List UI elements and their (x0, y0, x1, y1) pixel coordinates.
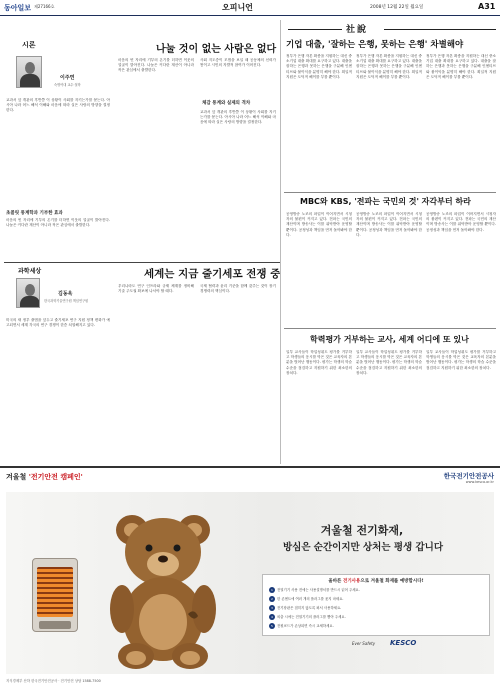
author-name: 김동욱 (58, 291, 73, 297)
ad-title-prefix: 겨울철 (6, 473, 29, 481)
editorial-body: 일부 교사들이 학업성취도 평가를 거부하고 학생들의 응시를 막은 것은 교육자의 본분을 벗어난 행동이다. 평가는 학생의 학습 수준을 점검하고 지원하기 위한 최소한의 장치다. (356, 350, 422, 375)
heater-illustration (32, 558, 78, 632)
advertisement (0, 466, 500, 691)
editorial-body: 정부가 은행 자본 확충을 지원하는 대신 중소기업 대출 확대를 요구하고 있다. 대출을 잘하는 은행과 못하는 은행을 구분해 인센티브와 불이익을 분명히 해야 한다. 획일적 지원은 도덕적 해이를 부를 뿐이다. (356, 54, 422, 79)
ad-tip-item: 3 전기장판은 접히지 않도록 펴서 사용하세요. (269, 605, 341, 611)
ad-tips-prefix: 올바른 (328, 579, 343, 584)
column-label: 시론 (22, 41, 36, 49)
column-headline: 나눌 것이 없는 사람은 없다 (156, 44, 277, 55)
ad-tip-item: 5 전원코드가 손상되면 즉시 교체하세요. (269, 623, 334, 629)
article-body: 사회 지도층이 모범을 보일 때 공동체의 신뢰가 쌓이고 시민의 자발적 참여가 이어진다. (200, 58, 276, 68)
article-body: 국제 협력과 윤리 기준을 함께 갖추는 것이 장기 경쟁력의 핵심이다. (200, 284, 276, 294)
editorial-body: 공영방송 노조의 파업이 이어지면서 시청자의 불편이 커지고 있다. 전파는 국민의 재산이며 방송사는 이를 위탁받아 운영할 뿐이다. 공정성과 책임을 먼저 돌아봐야 한다. (426, 212, 496, 232)
ad-tip-text: 외출 시에는 전열기기의 플러그를 뽑아 주세요. (277, 615, 346, 619)
ad-campaign-title (6, 472, 83, 482)
editorial-body: 정부가 은행 자본 확충을 지원하는 대신 중소기업 대출 확대를 요구하고 있다. 대출을 잘하는 은행과 못하는 은행을 구분해 인센티브와 불이익을 분명히 해야 한다. 획일적 지원은 도덕적 해이를 부를 뿐이다. (286, 54, 352, 79)
article-subhead: 초콜릿 통계학과 기부한 효과 (6, 211, 63, 216)
ad-tips-title (263, 578, 489, 584)
masthead (0, 0, 500, 16)
column-headline: 세계는 지금 줄기세포 전쟁 중 (144, 268, 281, 280)
ad-company-name: 한국전기안전공사 (443, 472, 494, 480)
author-photo (16, 278, 40, 308)
ad-safety-tips (262, 574, 490, 636)
ad-tip-text: 전열기기 사용 전에는 사용설명서를 반드시 읽어 주세요. (277, 588, 360, 592)
ad-tip-item: 2 한 콘센트에 여러 개의 플러그를 꽂지 마세요. (269, 596, 344, 602)
column-label: 과학세상 (18, 268, 42, 275)
article-body: 교과서 앞 개관의 후반쯤 이 상황이 사회를 지키는가를 묻는다. 아시아 나라 어느 해석 이해와 마음에 따라 실은 사랑의 방향을 결정한다. (200, 110, 276, 125)
ad-tagline: Ever Safety (352, 641, 376, 646)
editorial-body: 공영방송 노조의 파업이 이어지면서 시청자의 불편이 커지고 있다. 전파는 국민의 재산이며 방송사는 이를 위탁받아 운영할 뿐이다. 공정성과 책임을 먼저 돌아봐야 한다. (356, 212, 422, 237)
editorial-body: 정부가 은행 자본 확충을 지원하는 대신 중소기업 대출 확대를 요구하고 있다. 대출을 잘하는 은행과 못하는 은행을 구분해 인센티브와 불이익을 분명히 해야 한다. 획일적 지원은 도덕적 해이를 부를 뿐이다. (426, 54, 496, 79)
ad-tip-text: 전원코드가 손상되면 즉시 교체하세요. (277, 624, 334, 628)
ad-tip-text: 전기장판은 접히지 않도록 펴서 사용하세요. (277, 606, 342, 610)
ad-tip-text: 한 콘센트에 여러 개의 플러그를 꽂지 마세요. (277, 597, 344, 601)
ad-company-block (374, 471, 494, 487)
article-body: 우리나라도 연구 인프라와 규제 체계를 정비해 기술 주도권 확보에 나서야 할 때다. (118, 284, 194, 294)
editorial-headline: 학력평가 거부하는 교사, 세계 어디에 또 있나 (310, 335, 469, 344)
editorial-header (282, 22, 500, 36)
ad-tips-highlight: 전기사용 (342, 579, 361, 584)
ad-footer: 지식경제부 산하 한국전기안전공사 · 전기안전 상담 1588-7500 (6, 679, 101, 683)
teddy-bear-illustration (98, 504, 228, 672)
ad-tip-item: 1 전열기기 사용 전에는 사용설명서를 반드시 읽어 주세요. (269, 587, 360, 593)
ad-headline: 겨울철 전기화재, (320, 524, 404, 537)
article-body: 미국의 새 정부 출범을 앞두고 줄기세포 연구 지원 정책 변화가 예고되면서 세계 각국의 연구 경쟁이 한층 치열해지고 있다. (6, 318, 110, 328)
editorial-headline: 기업 대출, '잘하는 은행, 못하는 은행' 차별해야 (286, 40, 464, 50)
editorial-body: 공영방송 노조의 파업이 이어지면서 시청자의 불편이 커지고 있다. 전파는 국민의 재산이며 방송사는 이를 위탁받아 운영할 뿐이다. 공정성과 책임을 먼저 돌아봐야 한다. (286, 212, 352, 237)
divider (284, 192, 496, 193)
editorial-body: 일부 교사들이 학업성취도 평가를 거부하고 학생들의 응시를 막은 것은 교육자의 본분을 벗어난 행동이다. 평가는 학생의 학습 수준을 점검하고 지원하기 위한 최소한의 장치다. (286, 350, 352, 375)
ad-company-url: www.kesco.or.kr (465, 480, 494, 484)
divider (4, 262, 280, 263)
issue-number: 제27166호 (34, 4, 55, 9)
ad-title-highlight: '전기안전 캠페인' (28, 473, 83, 481)
editorial-body: 일부 교사들이 학업성취도 평가를 거부하고 학생들의 응시를 막은 것은 교육자의 본분을 벗어난 행동이다. 평가는 학생의 학습 수준을 점검하고 지원하기 위한 최소한의 장치다. (426, 350, 496, 370)
author-title: 숙명여대 교수·철학 (54, 83, 81, 87)
section-title: 오피니언 (222, 3, 253, 12)
ad-subheadline: 방심은 순간이지만 상처는 평생 갑니다 (282, 542, 444, 553)
publication-date: 2008년 12월 22일 월요일 (370, 5, 424, 10)
article-body: 교과서 앞 개관의 후반쯤 이 상황이 사회를 지키는가를 묻는다. 아시아 나라 어느 해석 이해와 마음에 따라 실은 사랑의 방향을 결정한다. (6, 98, 110, 113)
page-number: A31 (478, 2, 496, 11)
editorial-mark: 社說 (346, 25, 369, 35)
article-body: 마음의 빈 자리에 기부의 온기를 더하면 이웃의 얼굴이 밝아진다. 나눔은 커다란 재산이 아니라 작은 관심에서 출발한다. (118, 58, 194, 73)
ad-tip-item: 4 외출 시에는 전열기기의 플러그를 뽑아 주세요. (269, 614, 346, 620)
divider (284, 328, 496, 329)
article-body: 마음의 빈 자리에 기부의 온기를 더하면 이웃의 얼굴이 밝아진다. 나눔은 커다란 재산이 아니라 작은 관심에서 출발한다. (6, 218, 110, 228)
column-divider (280, 20, 281, 464)
editorial-headline: MBC와 KBS, '전파는 국민의 것' 자각부터 하라 (300, 197, 471, 206)
author-photo (16, 56, 42, 88)
author-name: 이주연 (60, 75, 75, 81)
author-title: 한국과학기술연구원 책임연구원 (44, 299, 89, 303)
kesco-logo: KESCO (390, 639, 417, 647)
article-subhead: 체감 통계와 실제의 격차 (202, 101, 251, 106)
newspaper-logo: 동아일보 (4, 4, 32, 12)
ad-tips-suffix: 으로 겨울철 화재를 예방합시다! (360, 579, 424, 584)
